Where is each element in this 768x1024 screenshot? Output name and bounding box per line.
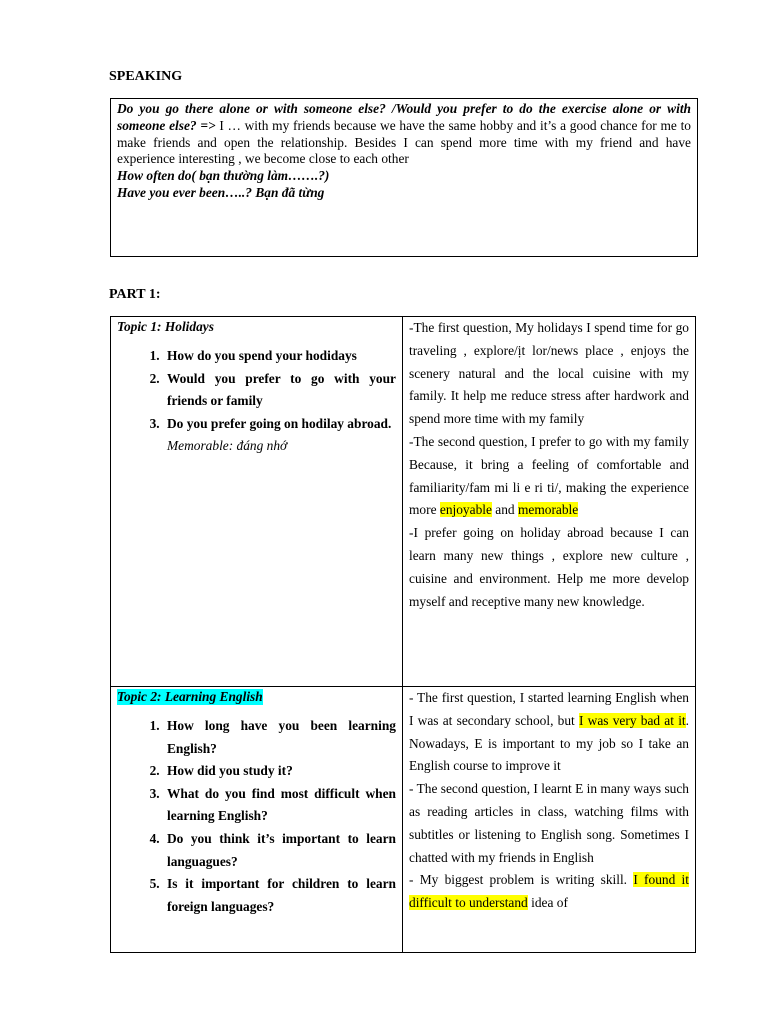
topic-1-question-1: 1. How do you spend your hodidays [163,345,396,368]
topic-2-answer-cell [403,687,696,953]
speaking-question-3: Have you ever been…..? Bạn đã từng [117,184,325,200]
speaking-heading: SPEAKING [109,69,183,84]
topic-2-question-4: 4. Do you think it’s important to learn languagues? [163,828,396,873]
topic-1-question-2: 2. Would you prefer to go with your friends or family [163,368,396,413]
topic-1-note: Memorable: đáng nhớ [167,438,288,454]
part1-heading: PART 1: [109,287,161,302]
topic-1-answer-cell [403,317,696,687]
speaking-box [110,98,698,257]
topic-1-title: Topic 1: Holidays [117,319,214,334]
topic-2-question-list [117,715,396,918]
topic-2-question-5: 5. Is it important for children to learn foreign languages? [163,873,396,918]
topic-2-question-2: 2. How did you study it? [163,760,396,783]
answer-text: . Nowadays, E is important to my job so I take an English course to improve it [409,712,689,774]
topics-table [110,316,696,953]
topic-row-2 [111,687,696,953]
answer-text: - My biggest problem is writing skill. [409,872,634,888]
answer-text: and [491,502,518,518]
topic-2-answer-2: - The second question, I learnt E in many ways such as reading articles in class, watching films with subtitles or listening to English song. Sometimes I chatted with my friends in English [409,781,689,865]
answer-text: -The second question, I prefer to go with my family Because, it bring a feeling of comfortable and familiarity/fam mi li e ri ti/, making the experience more [409,433,689,518]
topic-2-answer-3 [409,869,689,915]
speaking-question-2: How often do( bạn thường làm…….?) [117,168,330,184]
topic-2-question-3: 3. What do you find most difficult when learning English? [163,783,396,828]
speaking-answer-1: I … with my friends because we have the same hobby and it’s a good chance for me to make friends and open the relationship. Besides I can spend more time with my friend and have experience interesting , we become close to each other [117,117,692,167]
highlight-memorable: memorable [517,502,579,518]
topic-1-answer-2 [409,431,689,522]
topic-1-question-3: 3. Do you prefer going on hodilay abroad. [163,413,396,436]
answer-text: idea of [527,895,568,911]
topic-2-answer-1 [409,687,689,778]
highlight-bad-at-it: I was very bad at it [579,712,686,728]
topic-1-answer-3: -I prefer going on holiday abroad because I can learn many new things , explore new culture , cuisine and environment. Help me more develop myself and receptive many new knowledge. [409,525,689,609]
topic-row-1 [111,317,696,687]
topic-2-question-1: 1. How long have you been learning English? [163,715,396,760]
topic-2-title: Topic 2: Learning English [117,689,263,704]
highlight-enjoyable: enjoyable [439,502,492,518]
topic-1-questions-cell [111,317,403,687]
topic-2-questions-cell [111,687,403,953]
topic-1-answer-1: -The first question, My holidays I spend time for go traveling , explore/ịt lor/news place , enjoys the scenery natural and the local cuisine with my family. It help me reduce stress after hardwork and spend more time with my family [409,320,689,427]
answer-text: - The first question, I started learning English when I was at secondary school, but [409,690,689,728]
speaking-question-1: Do you go there alone or with someone else? /Would you prefer to do the exercise alone or with someone else? => [117,101,691,133]
topic-1-question-list [117,345,396,435]
highlight-difficult: I found it difficult to understand [409,872,689,911]
